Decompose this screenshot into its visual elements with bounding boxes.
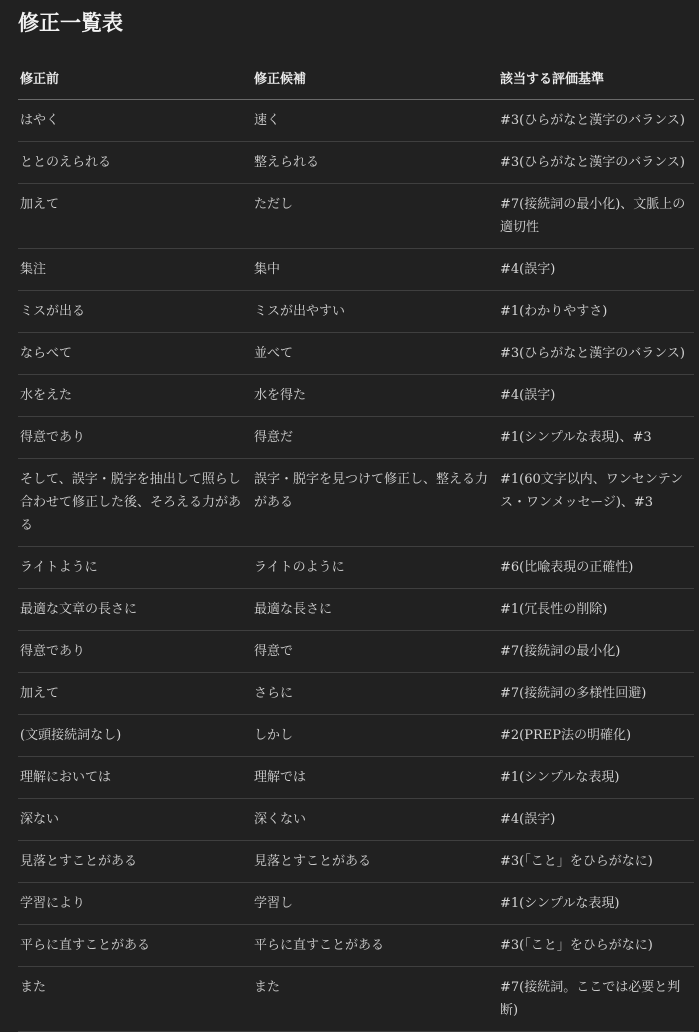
cell-criteria: #7(接続詞。ここでは必要と判断)	[498, 967, 694, 1032]
cell-criteria: #3(「こと」をひらがなに)	[498, 841, 694, 883]
cell-before: 学習により	[18, 883, 252, 925]
table-row	[18, 547, 694, 589]
cell-before: 理解においては	[18, 757, 252, 799]
cell-candidate: 誤字・脱字を見つけて修正し、整える力がある	[252, 459, 498, 547]
cell-criteria: #7(接続詞の多様性回避)	[498, 673, 694, 715]
header-row	[18, 46, 694, 100]
table-body	[18, 100, 694, 1032]
cell-criteria: #4(誤字)	[498, 799, 694, 841]
table-row	[18, 291, 694, 333]
page-title: 修正一覧表	[18, 11, 123, 35]
table-row	[18, 967, 694, 1032]
cell-criteria: #1(シンプルな表現)、#3	[498, 417, 694, 459]
table-row	[18, 841, 694, 883]
cell-before: ととのえられる	[18, 142, 252, 184]
table-row	[18, 799, 694, 841]
cell-before: 得意であり	[18, 417, 252, 459]
cell-before: (文頭接続詞なし)	[18, 715, 252, 757]
cell-candidate: 深くない	[252, 799, 498, 841]
cell-before: そして、誤字・脱字を抽出して照らし合わせて修正した後、そろえる力がある	[18, 459, 252, 547]
table-header	[18, 46, 694, 100]
table-row	[18, 100, 694, 142]
cell-candidate: 集中	[252, 249, 498, 291]
cell-criteria: #1(60文字以内、ワンセンテンス・ワンメッセージ)、#3	[498, 459, 694, 547]
cell-candidate: 得意で	[252, 631, 498, 673]
column-header-criteria: 該当する評価基準	[498, 46, 694, 100]
cell-before: 得意であり	[18, 631, 252, 673]
cell-candidate: 水を得た	[252, 375, 498, 417]
column-header-before: 修正前	[18, 46, 252, 100]
cell-before: ならべて	[18, 333, 252, 375]
cell-before: 加えて	[18, 673, 252, 715]
cell-candidate: 速く	[252, 100, 498, 142]
table-row	[18, 883, 694, 925]
cell-before: 加えて	[18, 184, 252, 249]
cell-before: はやく	[18, 100, 252, 142]
cell-criteria: #4(誤字)	[498, 249, 694, 291]
cell-candidate: 並べて	[252, 333, 498, 375]
table-row	[18, 757, 694, 799]
table-row	[18, 459, 694, 547]
cell-candidate: ミスが出やすい	[252, 291, 498, 333]
correction-table	[18, 46, 694, 1032]
cell-criteria: #6(比喩表現の正確性)	[498, 547, 694, 589]
cell-criteria: #3(「こと」をひらがなに)	[498, 925, 694, 967]
cell-criteria: #4(誤字)	[498, 375, 694, 417]
table-row	[18, 375, 694, 417]
cell-criteria: #3(ひらがなと漢字のバランス)	[498, 333, 694, 375]
table-row	[18, 333, 694, 375]
cell-before: ミスが出る	[18, 291, 252, 333]
table-row	[18, 715, 694, 757]
table-row	[18, 417, 694, 459]
cell-criteria: #2(PREP法の明確化)	[498, 715, 694, 757]
cell-criteria: #1(わかりやすさ)	[498, 291, 694, 333]
cell-candidate: 最適な長さに	[252, 589, 498, 631]
cell-before: ライトように	[18, 547, 252, 589]
table-row	[18, 631, 694, 673]
cell-candidate: 学習し	[252, 883, 498, 925]
cell-candidate: 理解では	[252, 757, 498, 799]
table-row	[18, 142, 694, 184]
cell-candidate: さらに	[252, 673, 498, 715]
cell-before: 見落とすことがある	[18, 841, 252, 883]
cell-before: 水をえた	[18, 375, 252, 417]
cell-candidate: また	[252, 967, 498, 1032]
cell-criteria: #7(接続詞の最小化)、文脈上の適切性	[498, 184, 694, 249]
cell-candidate: しかし	[252, 715, 498, 757]
cell-candidate: 見落とすことがある	[252, 841, 498, 883]
cell-before: また	[18, 967, 252, 1032]
cell-before: 最適な文章の長さに	[18, 589, 252, 631]
cell-criteria: #7(接続詞の最小化)	[498, 631, 694, 673]
cell-candidate: 得意だ	[252, 417, 498, 459]
table-row	[18, 249, 694, 291]
table-row	[18, 589, 694, 631]
cell-candidate: 平らに直すことがある	[252, 925, 498, 967]
cell-criteria: #3(ひらがなと漢字のバランス)	[498, 142, 694, 184]
cell-criteria: #3(ひらがなと漢字のバランス)	[498, 100, 694, 142]
cell-criteria: #1(シンプルな表現)	[498, 883, 694, 925]
table-row	[18, 184, 694, 249]
cell-criteria: #1(冗長性の削除)	[498, 589, 694, 631]
cell-candidate: 整えられる	[252, 142, 498, 184]
cell-candidate: ライトのように	[252, 547, 498, 589]
cell-before: 集注	[18, 249, 252, 291]
cell-criteria: #1(シンプルな表現)	[498, 757, 694, 799]
table-row	[18, 673, 694, 715]
cell-before: 深ない	[18, 799, 252, 841]
column-header-candidate: 修正候補	[252, 46, 498, 100]
cell-before: 平らに直すことがある	[18, 925, 252, 967]
table-row	[18, 925, 694, 967]
cell-candidate: ただし	[252, 184, 498, 249]
